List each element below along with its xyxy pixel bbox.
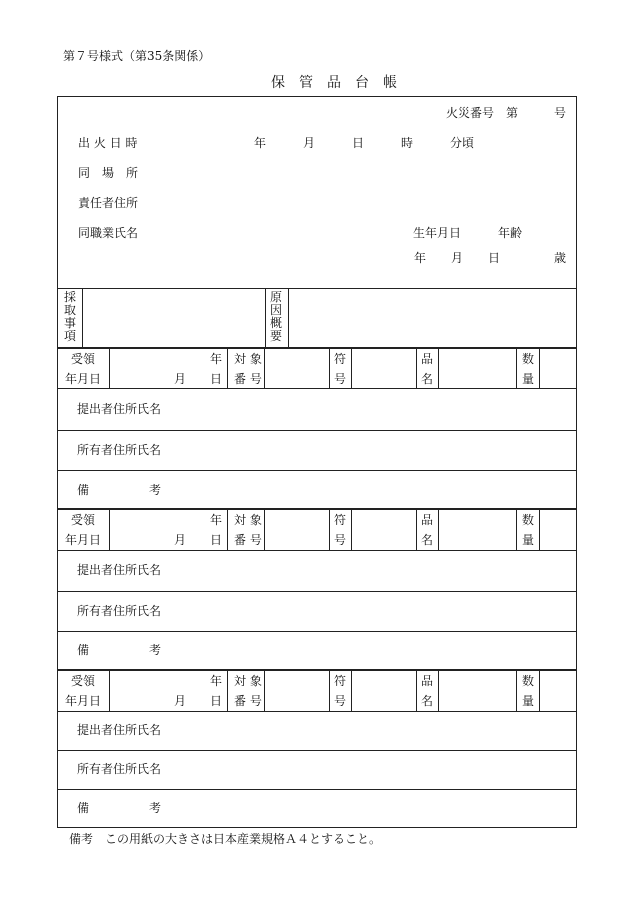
birth-month-unit: 月 (451, 251, 464, 265)
record-1-year-unit: 年 (210, 352, 223, 366)
record-1-col-h (516, 348, 517, 388)
outbreak-year-unit: 年 (254, 136, 267, 150)
record-2-col-f (416, 509, 417, 550)
age-label: 年齢 (498, 226, 523, 240)
record-2-col-c (264, 509, 265, 550)
record-3-item-label: 品 (421, 674, 434, 688)
outbreak-datetime-label: 出 火 日 時 (78, 136, 138, 150)
record-3-qty-label-2: 量 (522, 694, 535, 708)
record-2-target-label: 対 象 (234, 513, 262, 527)
record-1-qty-label: 数 (522, 352, 535, 366)
birth-day-unit: 日 (488, 251, 501, 265)
record-2-col-i (539, 509, 540, 550)
record-2-day-unit: 日 (210, 533, 223, 547)
form-number-label: 第７号様式（第35条関係） (63, 49, 211, 63)
record-1-remarks-label: 備 考 (77, 483, 162, 497)
birth-year-unit: 年 (414, 251, 427, 265)
record-2-target-number-label: 番 号 (234, 533, 262, 547)
record-1-qty-label-2: 量 (522, 372, 535, 386)
record-1-target-number-label: 番 号 (234, 372, 262, 386)
record-1-col-i (539, 348, 540, 388)
age-unit: 歳 (554, 251, 567, 265)
record-3-col-a (109, 670, 110, 711)
record-3-col-b (227, 670, 228, 711)
cause-right-divider (288, 288, 289, 347)
record-2-col-d (329, 509, 330, 550)
record-3-received-label: 受領 (71, 674, 96, 688)
record-1-received-date-label: 年月日 (65, 372, 102, 386)
record-1-line-1 (58, 388, 576, 389)
record-3-line-3 (58, 789, 576, 790)
outbreak-hour-unit: 時 (401, 136, 414, 150)
record-2-remarks-label: 備 考 (77, 643, 162, 657)
record-1-col-c (264, 348, 265, 388)
record-2-qty-label: 数 (522, 513, 535, 527)
record-3-symbol-label-2: 号 (334, 694, 347, 708)
record-3-col-f (416, 670, 417, 711)
record-2-col-a (109, 509, 110, 550)
place-label: 同 場 所 (78, 166, 139, 180)
record-1-col-g (438, 348, 439, 388)
record-3-received-date-label: 年月日 (65, 694, 102, 708)
record-3-qty-label: 数 (522, 674, 535, 688)
record-2-item-label: 品 (421, 513, 434, 527)
record-1-col-e (351, 348, 352, 388)
record-3-day-unit: 日 (210, 694, 223, 708)
record-3-col-g (438, 670, 439, 711)
record-3-remarks-label: 備 考 (77, 801, 162, 815)
responsible-address-label: 責任者住所 (78, 196, 139, 210)
record-1-line-2 (58, 430, 576, 431)
outbreak-day-unit: 日 (352, 136, 365, 150)
footer-note: 備考 この用紙の大きさは日本産業規格Ａ４とすること。 (69, 832, 382, 846)
outbreak-month-unit: 月 (303, 136, 316, 150)
record-1-col-d (329, 348, 330, 388)
record-3-line-1 (58, 711, 576, 712)
record-2-received-label: 受領 (71, 513, 96, 527)
cause-left-divider (265, 288, 266, 347)
record-1-month-unit: 月 (174, 372, 187, 386)
cause-summary-label: 原因概要 (269, 290, 282, 343)
record-1-top (58, 347, 576, 349)
record-2-line-1 (58, 550, 576, 551)
record-3-col-d (329, 670, 330, 711)
record-2-col-e (351, 509, 352, 550)
page-title: 保 管 品 台 帳 (271, 75, 397, 91)
fire-number: 火災番号 第 号 (446, 106, 567, 120)
record-2-owner-label: 所有者住所氏名 (77, 604, 162, 618)
record-1-col-f (416, 348, 417, 388)
record-2-symbol-label-2: 号 (334, 533, 347, 547)
record-3-symbol-label: 符 (334, 674, 347, 688)
record-2-col-b (227, 509, 228, 550)
sampling-items-label: 採取事項 (63, 290, 76, 343)
header-divider (58, 288, 576, 289)
record-2-line-3 (58, 631, 576, 632)
sampling-divider (82, 288, 83, 347)
record-1-submitter-label: 提出者住所氏名 (77, 402, 162, 416)
record-1-line-3 (58, 470, 576, 471)
record-2-col-g (438, 509, 439, 550)
record-3-line-2 (58, 750, 576, 751)
record-2-submitter-label: 提出者住所氏名 (77, 563, 162, 577)
record-3-col-i (539, 670, 540, 711)
record-1-col-b (227, 348, 228, 388)
record-3-month-unit: 月 (174, 694, 187, 708)
record-3-target-number-label: 番 号 (234, 694, 262, 708)
record-1-owner-label: 所有者住所氏名 (77, 443, 162, 457)
record-2-col-h (516, 509, 517, 550)
record-1-target-label: 対 象 (234, 352, 262, 366)
record-3-item-label-2: 名 (421, 694, 434, 708)
occupation-name-label: 同職業氏名 (78, 226, 139, 240)
outbreak-minute-unit: 分頃 (450, 136, 475, 150)
record-2-line-2 (58, 591, 576, 592)
record-2-month-unit: 月 (174, 533, 187, 547)
record-1-item-label: 品 (421, 352, 434, 366)
record-3-top (58, 669, 576, 671)
record-1-symbol-label: 符 (334, 352, 347, 366)
record-1-symbol-label-2: 号 (334, 372, 347, 386)
record-1-col-a (109, 348, 110, 388)
record-3-submitter-label: 提出者住所氏名 (77, 723, 162, 737)
record-3-year-unit: 年 (210, 674, 223, 688)
record-3-col-h (516, 670, 517, 711)
form-frame (57, 96, 577, 828)
record-1-item-label-2: 名 (421, 372, 434, 386)
record-3-col-e (351, 670, 352, 711)
record-3-target-label: 対 象 (234, 674, 262, 688)
record-2-item-label-2: 名 (421, 533, 434, 547)
record-3-col-c (264, 670, 265, 711)
record-2-qty-label-2: 量 (522, 533, 535, 547)
birth-date-label: 生年月日 (413, 226, 462, 240)
record-2-received-date-label: 年月日 (65, 533, 102, 547)
record-3-owner-label: 所有者住所氏名 (77, 762, 162, 776)
record-1-received-label: 受領 (71, 352, 96, 366)
record-1-day-unit: 日 (210, 372, 223, 386)
record-2-symbol-label: 符 (334, 513, 347, 527)
record-2-year-unit: 年 (210, 513, 223, 527)
record-2-top (58, 508, 576, 510)
